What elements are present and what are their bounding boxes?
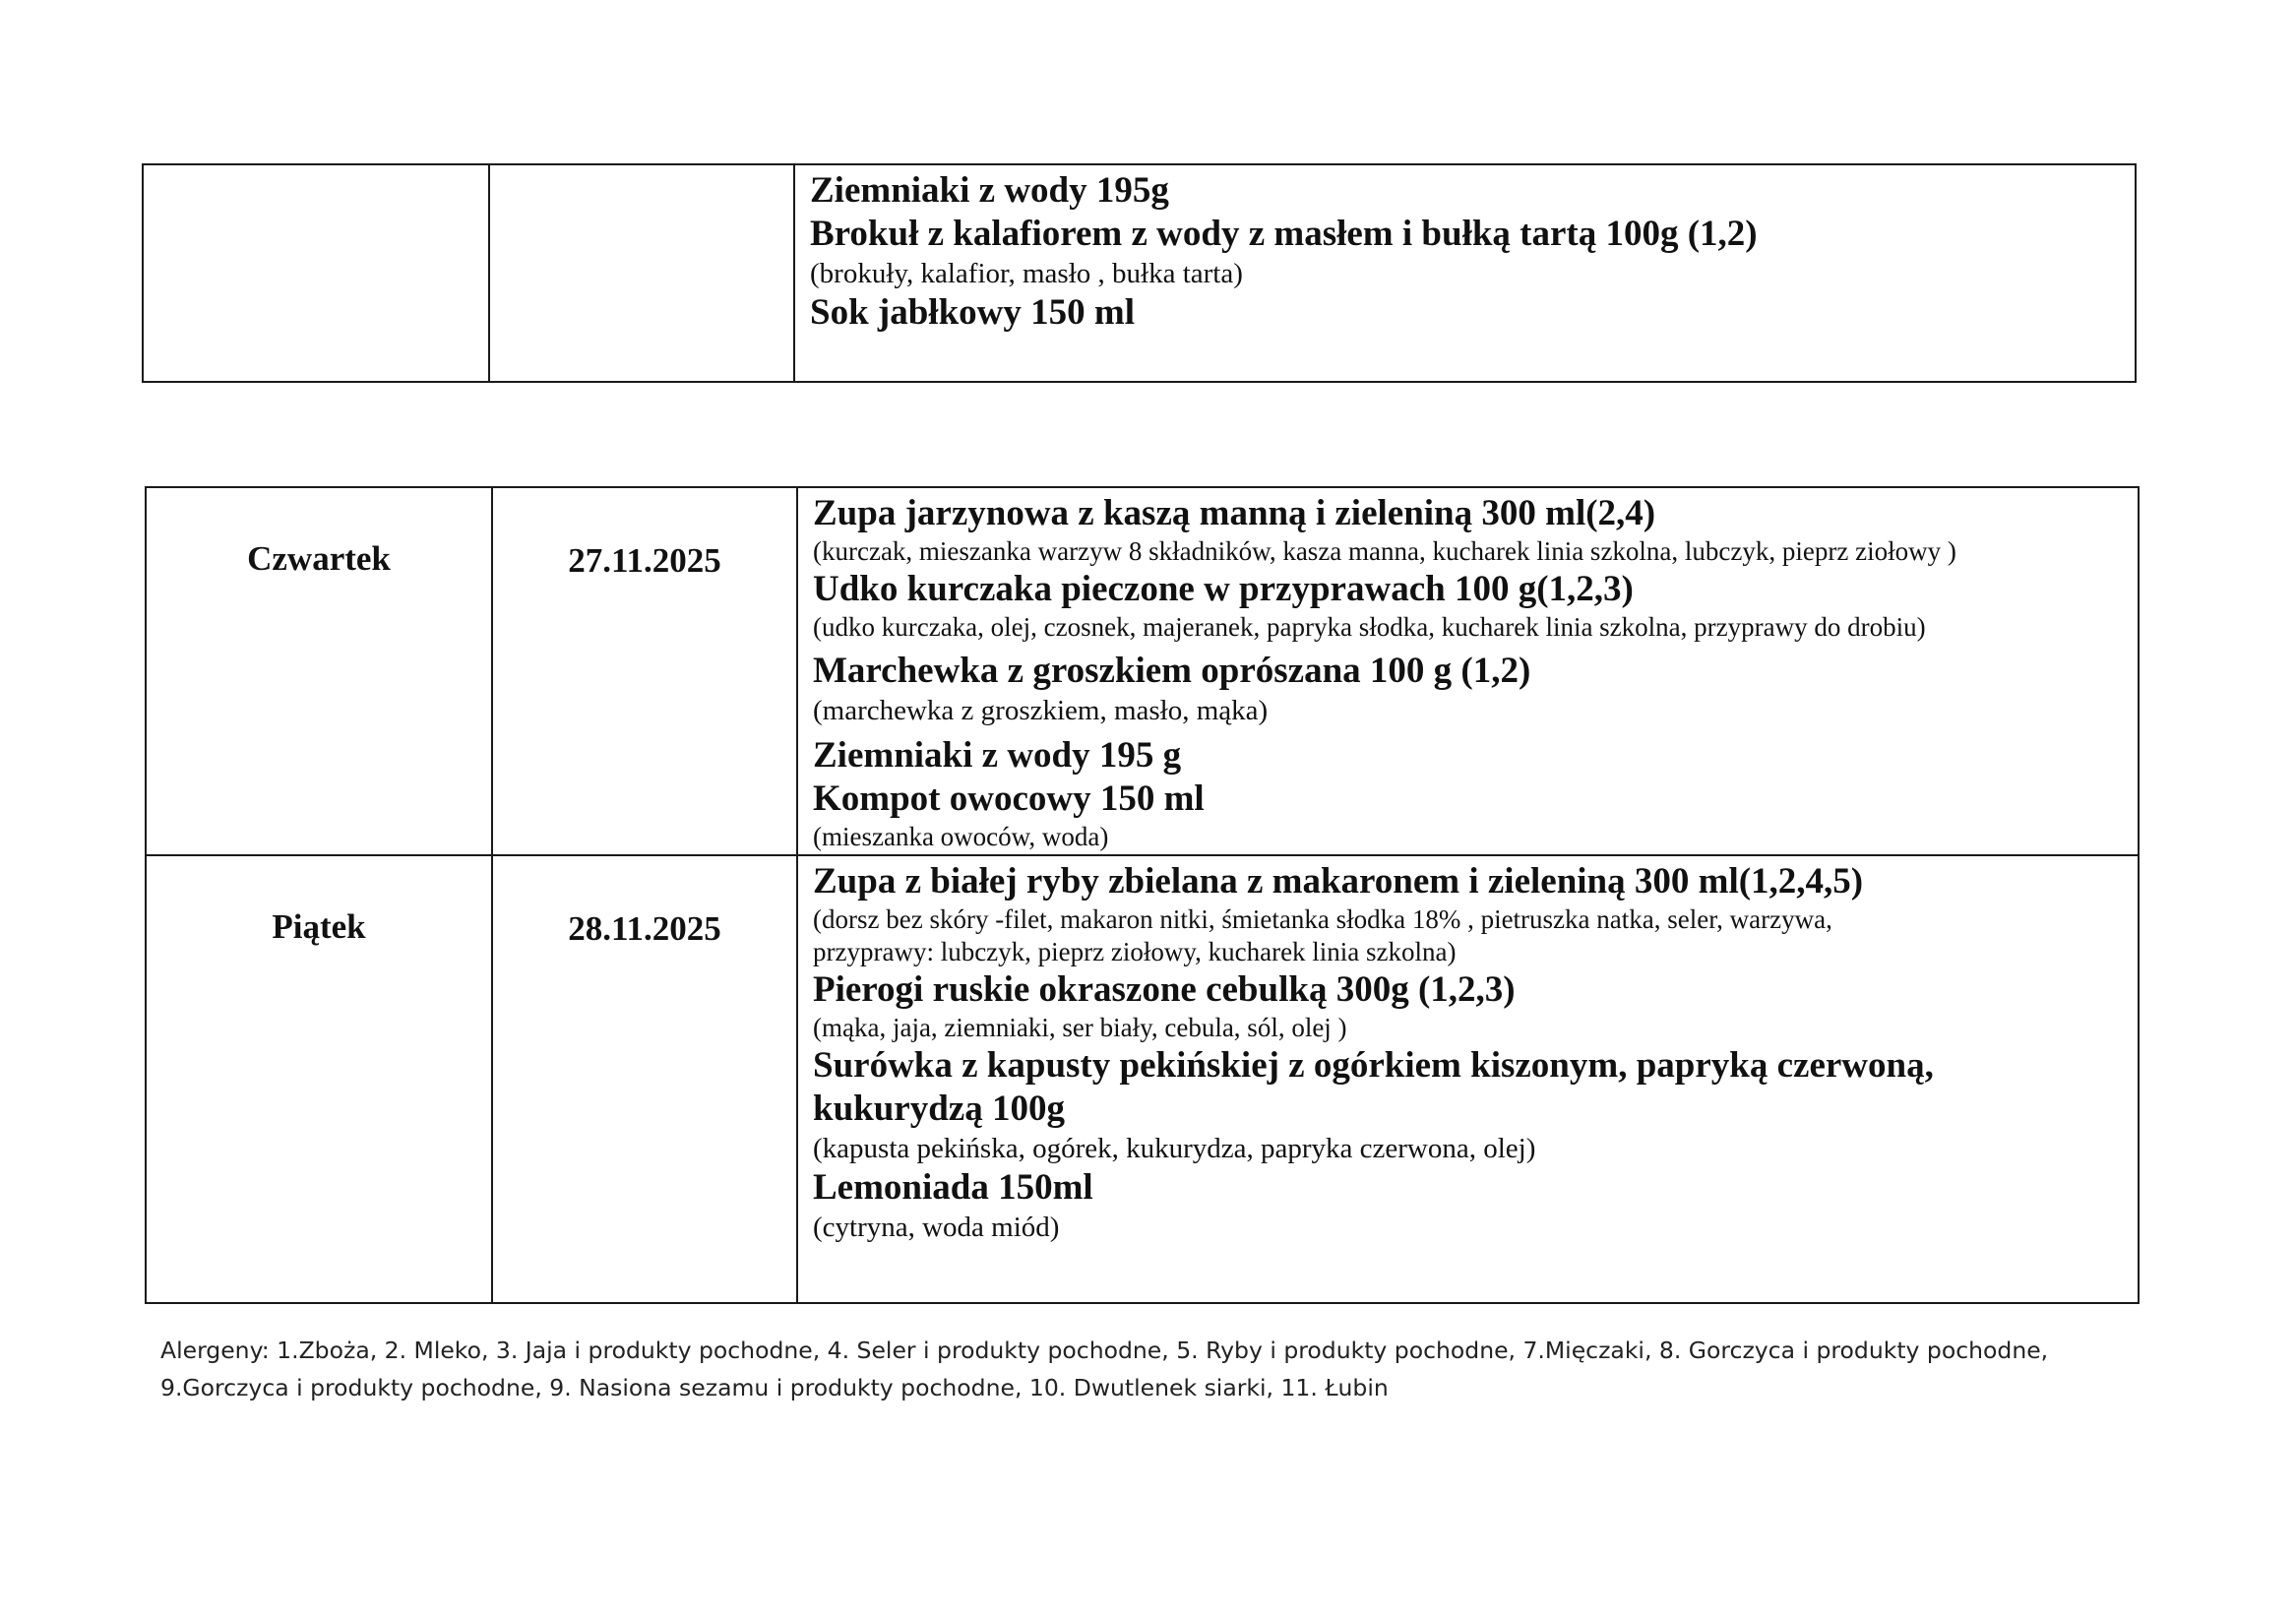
- dish-line: Ziemniaki z wody 195 g: [813, 735, 1182, 776]
- date-label: 27.11.2025: [568, 541, 721, 580]
- ingredients-line: (cytryna, woda miód): [813, 1212, 1060, 1243]
- dish-line: Brokuł z kalafiorem z wody z masłem i bułką tartą 100g (1,2): [810, 214, 1758, 254]
- dish-line: Zupa jarzynowa z kaszą manną i zieleniną 300 ml(2,4): [813, 493, 1656, 533]
- ingredients-line: (udko kurczaka, olej, czosnek, majeranek, papryka słodka, kucharek linia szkolna, przyprawy do drobiu): [813, 612, 1926, 642]
- meals-cell: [794, 164, 2136, 382]
- ingredients-line: (brokuły, kalafior, masło , bułka tarta): [810, 258, 1243, 289]
- table-row-piatek: [146, 855, 2139, 1303]
- date-cell: [492, 855, 797, 1303]
- ingredients-line: (marchewka z groszkiem, masło, mąka): [813, 695, 1269, 726]
- date-cell: [492, 487, 797, 855]
- day-label: Piątek: [272, 907, 366, 946]
- date-label: [490, 165, 793, 218]
- ingredients-line: (mieszanka owoców, woda): [813, 822, 1109, 851]
- dish-line: Lemoniada 150ml: [813, 1167, 1093, 1208]
- dish-line: Sok jabłkowy 150 ml: [810, 292, 1135, 333]
- dish-line: Marchewka z groszkiem oprószana 100 g (1,2): [813, 651, 1531, 691]
- day-cell: [146, 855, 492, 1303]
- date-label: 28.11.2025: [568, 909, 721, 948]
- table-row-czwartek: [146, 487, 2139, 855]
- ingredients-line: (mąka, jaja, ziemniaki, ser biały, cebula, sól, olej ): [813, 1013, 1347, 1042]
- ingredients-line: (dorsz bez skóry -filet, makaron nitki, śmietanka słodka 18% , pietruszka natka, seler, warzywa,: [813, 904, 1832, 934]
- dish-line: Ziemniaki z wody 195g: [810, 170, 1169, 211]
- menu-table-continued: [142, 163, 2137, 383]
- day-cell: [146, 487, 492, 855]
- allergens-line: 9.Gorczyca i produkty pochodne, 9. Nasiona sezamu i produkty pochodne, 10. Dwutlenek siarki, 11. Łubin: [160, 1374, 1389, 1401]
- ingredients-line: (kurczak, mieszanka warzyw 8 składników, kasza manna, kucharek linia szkolna, lubczyk, pieprz ziołowy ): [813, 536, 1956, 566]
- allergens-note: [160, 1332, 2148, 1406]
- meals-cell: [797, 487, 2139, 855]
- date-cell: [489, 164, 794, 382]
- dish-line: Udko kurczaka pieczone w przyprawach 100 g(1,2,3): [813, 569, 1634, 609]
- dish-line: Surówka z kapusty pekińskiej z ogórkiem kiszonym, papryką czerwoną,: [813, 1045, 1934, 1086]
- dish-line: Pierogi ruskie okraszone cebulką 300g (1,2,3): [813, 969, 1516, 1010]
- day-cell: [143, 164, 489, 382]
- ingredients-line: (kapusta pekińska, ogórek, kukurydza, papryka czerwona, olej): [813, 1133, 1536, 1164]
- allergens-line: Alergeny: 1.Zboża, 2. Mleko, 3. Jaja i produkty pochodne, 4. Seler i produkty pochodne, 5. Ryby i produkty pochodne, 7.Mięczaki, 8. Gorczyca i produkty pochodne,: [160, 1337, 2049, 1364]
- ingredients-line: przyprawy: lubczyk, pieprz ziołowy, kucharek linia szkolna): [813, 937, 1457, 966]
- table-row: [143, 164, 2136, 382]
- meals-cell: [797, 855, 2139, 1303]
- menu-table: [145, 486, 2140, 1304]
- dish-line: Zupa z białej ryby zbielana z makaronem i zieleniną 300 ml(1,2,4,5): [813, 861, 1864, 902]
- dish-line: Kompot owocowy 150 ml: [813, 778, 1205, 819]
- dish-line: kukurydzą 100g: [813, 1089, 1065, 1129]
- day-label: [144, 165, 488, 217]
- day-label: Czwartek: [247, 539, 391, 578]
